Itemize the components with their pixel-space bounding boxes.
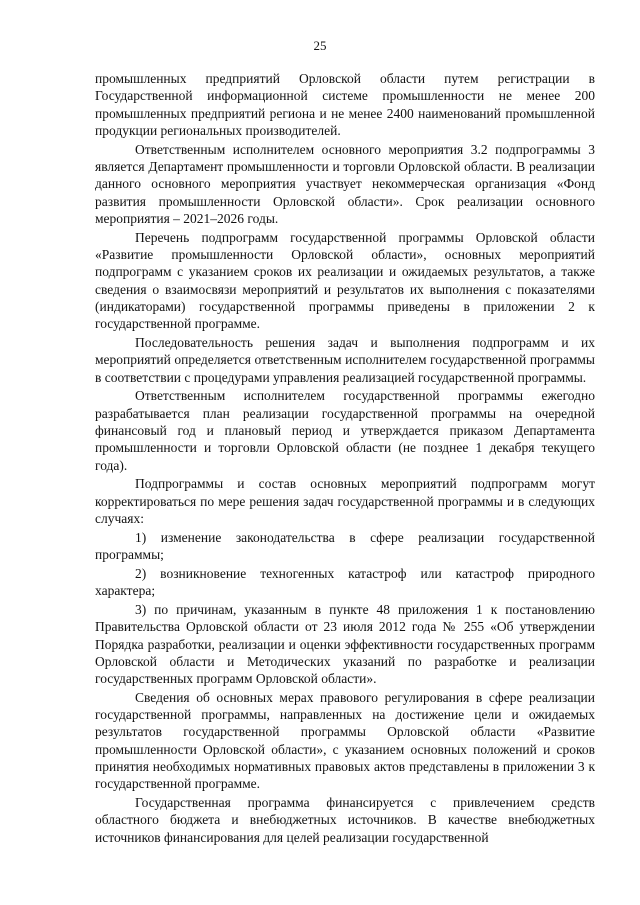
page-number: 25 <box>313 38 327 53</box>
paragraph-3: Перечень подпрограмм государственной программы Орловской области «Развитие промышленности Орловской области», основных мероприятий подпрограмм с указанием сроков их реализации и ожидаемых результатов, а также сведения о взаимосвязи мероприятий и результатов их выполнения с показателями (индикаторами) государственной программы приведены в приложении 2 к государственной программе. <box>95 229 595 332</box>
paragraph-4: Последовательность решения задач и выполнения подпрограмм и их мероприятий определяется ответственным исполнителем государственной программы в соответствии с процедурами управления реализацией государственной программы. <box>95 334 595 385</box>
list-item-2: 2) возникновение техногенных катастроф или катастроф природного характера; <box>95 565 595 599</box>
paragraph-1: промышленных предприятий Орловской области путем регистрации в Государственной информационной системе промышленности не менее 200 промышленных предприятий региона и не менее 2400 наименований промышленной продукции региональных производителей. <box>95 71 595 138</box>
paragraph-8: Государственная программа финансируется с привлечением средств областного бюджета и внебюджетных источников. В качестве внебюджетных источников финансирования для целей реализации государственной <box>95 795 595 845</box>
list-item-3: 3) по причинам, указанным в пункте 48 приложения 1 к постановлению Правительства Орловской области от 23 июля 2012 года № 255 «Об утверждении Порядка разработки, реализации и оценки эффективности государственных программ Орловской области и Методических указаний по разработке и реализации государственных программ Орловской области». <box>95 601 595 687</box>
paragraph-5: Ответственным исполнителем государственной программы ежегодно разрабатывается план реализации государственной программы на очередной финансовый год и плановый период и утверждается приказом Департамента промышленности и торговли Орловской области (не позднее 1 декабря текущего года). <box>95 388 595 473</box>
paragraph-2: Ответственным исполнителем основного мероприятия 3.2 подпрограммы 3 является Департамент промышленности и торговли Орловской области. В реализации данного основного мероприятия участвует некоммерческая организация «Фонд развития промышленности Орловской области». Срок реализации основного мероприятия – 2021–2026 годы. <box>95 141 595 226</box>
paragraph-7: Сведения об основных мерах правового регулирования в сфере реализации государственной программы, направленных на достижение цели и ожидаемых результатов государственной программы Орловской области «Развитие промышленности Орловской области», с указанием основных положений и сроков принятия необходимых нормативных правовых актов представлены в приложении 3 к государственной программе. <box>95 689 595 792</box>
paragraph-6: Подпрограммы и состав основных мероприятий подпрограмм могут корректироваться по мере решения задач государственной программы и в следующих случаях: <box>95 476 595 526</box>
list-item-1: 1) изменение законодательства в сфере реализации государственной программы; <box>95 529 595 563</box>
document-body <box>95 70 595 848</box>
